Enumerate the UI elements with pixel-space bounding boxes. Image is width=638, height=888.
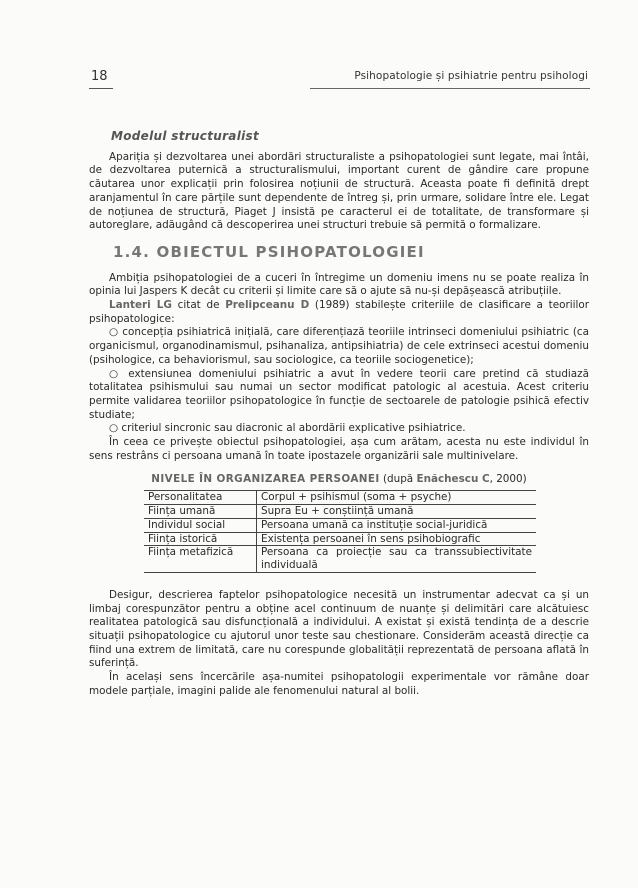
- level-cell: Individul social: [144, 518, 257, 532]
- paragraph-obiect: În ceea ce privește obiectul psihopatologiei, așa cum arătam, acesta nu este individul în sens restrâns ci persoana umană în toate ipostazele organizării sale multinivelare.: [89, 436, 589, 462]
- table-caption-text: , 2000): [489, 473, 527, 486]
- description-cell: Corpul + psihismul (soma + psyche): [257, 491, 537, 505]
- description-cell: Supra Eu + conștiință umană: [257, 504, 537, 518]
- author-name: Prelipceanu D: [225, 299, 310, 312]
- page-number: 18: [91, 69, 108, 84]
- paragraph-lanteri: [89, 299, 589, 326]
- paragraph-desigur: Desigur, descrierea faptelor psihopatologice necesită un instrumentar adecvat ca și un limbaj corespunzător pentru a obține acel continuum de nuanțe și delimitări care alcătuiesc realitatea patologică sau disfuncțională a individului. A existat și există tendința de a descrie situații psihopatologice cu ajutorul unor teste sau chestionare. Considerăm această direcție ca fiind una extrem de limitată, care nu corespunde globalității reprezentată de persoana aflată în suferință.: [89, 588, 589, 670]
- bullet-item: ○ concepția psihiatrică inițială, care diferențiază teoriile intrinseci domeniului psihiatric (ca organicismul, organodinamismul, psihanaliza, antipsihiatria) de cele extrinseci acestui domeniu (psihologice, ca behaviorismul, sau sociologice, ca teoriile sociogenetice);: [89, 326, 589, 366]
- paragraph-text: (1989) stabilește criteriile de clasificare a teoriilor psihopatologice:: [89, 299, 590, 325]
- chapter-heading: 1.4. OBIECTUL PSIHOPATOLOGIEI: [113, 242, 425, 261]
- page-body: [89, 130, 589, 699]
- bullet-item: ○ criteriul sincronic sau diacronic al abordării explicative psihiatrice.: [109, 422, 466, 435]
- paragraph-structuralist: Apariția și dezvoltarea unei abordări structuraliste a psihopatologiei sunt legate, mai întâi, de dezvoltarea puternică a structuralismului, important curent de gândire care propune căutarea unor explicații prin folosirea noțiunii de structură. Aceasta poate fi definită drept aranjamentul în care părțile sunt dependente de întreg și, prin urmare, solidare între ele. Legat de noțiunea de structură, Piaget J insistă pe caracterul ei de totalitate, de transformare și autoreglare, adăugând că descoperirea unei structuri trebuie să permită o formalizare.: [89, 150, 589, 232]
- level-cell: Ființa metafizică: [144, 546, 257, 573]
- header-rule: [310, 88, 590, 89]
- table-caption: [89, 473, 589, 487]
- paragraph-ambitia: Ambiția psihopatologiei de a cuceri în întregime un domeniu imens nu se poate realiza în opinia lui Jaspers K decât cu criterii și limite care să o ajute să nu-și depășească atribuțiile.: [89, 271, 589, 298]
- level-cell: Ființa istorică: [144, 532, 257, 546]
- description-cell: Persoana ca proiecție sau ca transsubiectivitate individuală: [257, 546, 537, 573]
- level-cell: Ființa umană: [144, 504, 257, 518]
- table-row: [144, 532, 536, 546]
- table-caption-title: NIVELE ÎN ORGANIZAREA PERSOANEI: [151, 473, 380, 486]
- level-cell: Personalitatea: [144, 491, 257, 505]
- page-number-underline: [89, 88, 113, 89]
- table-row: [144, 491, 536, 505]
- running-header: Psihopatologie și psihiatrie pentru psihologi: [354, 70, 588, 82]
- author-name: Enăchescu C: [416, 473, 490, 486]
- table-row: [144, 504, 536, 518]
- paragraph-final: În același sens încercările așa-numitei psihopatologii experimentale vor rămâne doar modele parțiale, imagini palide ale fenomenului natural al bolii.: [89, 671, 589, 697]
- bullet-item: ○ extensiunea domeniului psihiatric a avut în vedere teorii care pretind că studiază totalitatea psihismului sau numai un sector modificat patologic al acestuia. Acest criteriu permite validarea teoriilor psihopatologice în funcție de sectoarele de patologie psihică efectiv studiate;: [89, 367, 589, 421]
- author-name: Lanteri LG: [109, 299, 172, 312]
- description-cell: Persoana umană ca instituție social-juridică: [257, 518, 537, 532]
- paragraph-text: citat de: [171, 299, 226, 312]
- description-cell: Existența persoanei în sens psihobiografic: [257, 532, 537, 546]
- levels-table: [144, 490, 536, 573]
- table-row: [144, 518, 536, 532]
- section-title: Modelul structuralist: [111, 129, 260, 143]
- table-caption-text: (după: [379, 473, 417, 486]
- table-row: [144, 546, 536, 573]
